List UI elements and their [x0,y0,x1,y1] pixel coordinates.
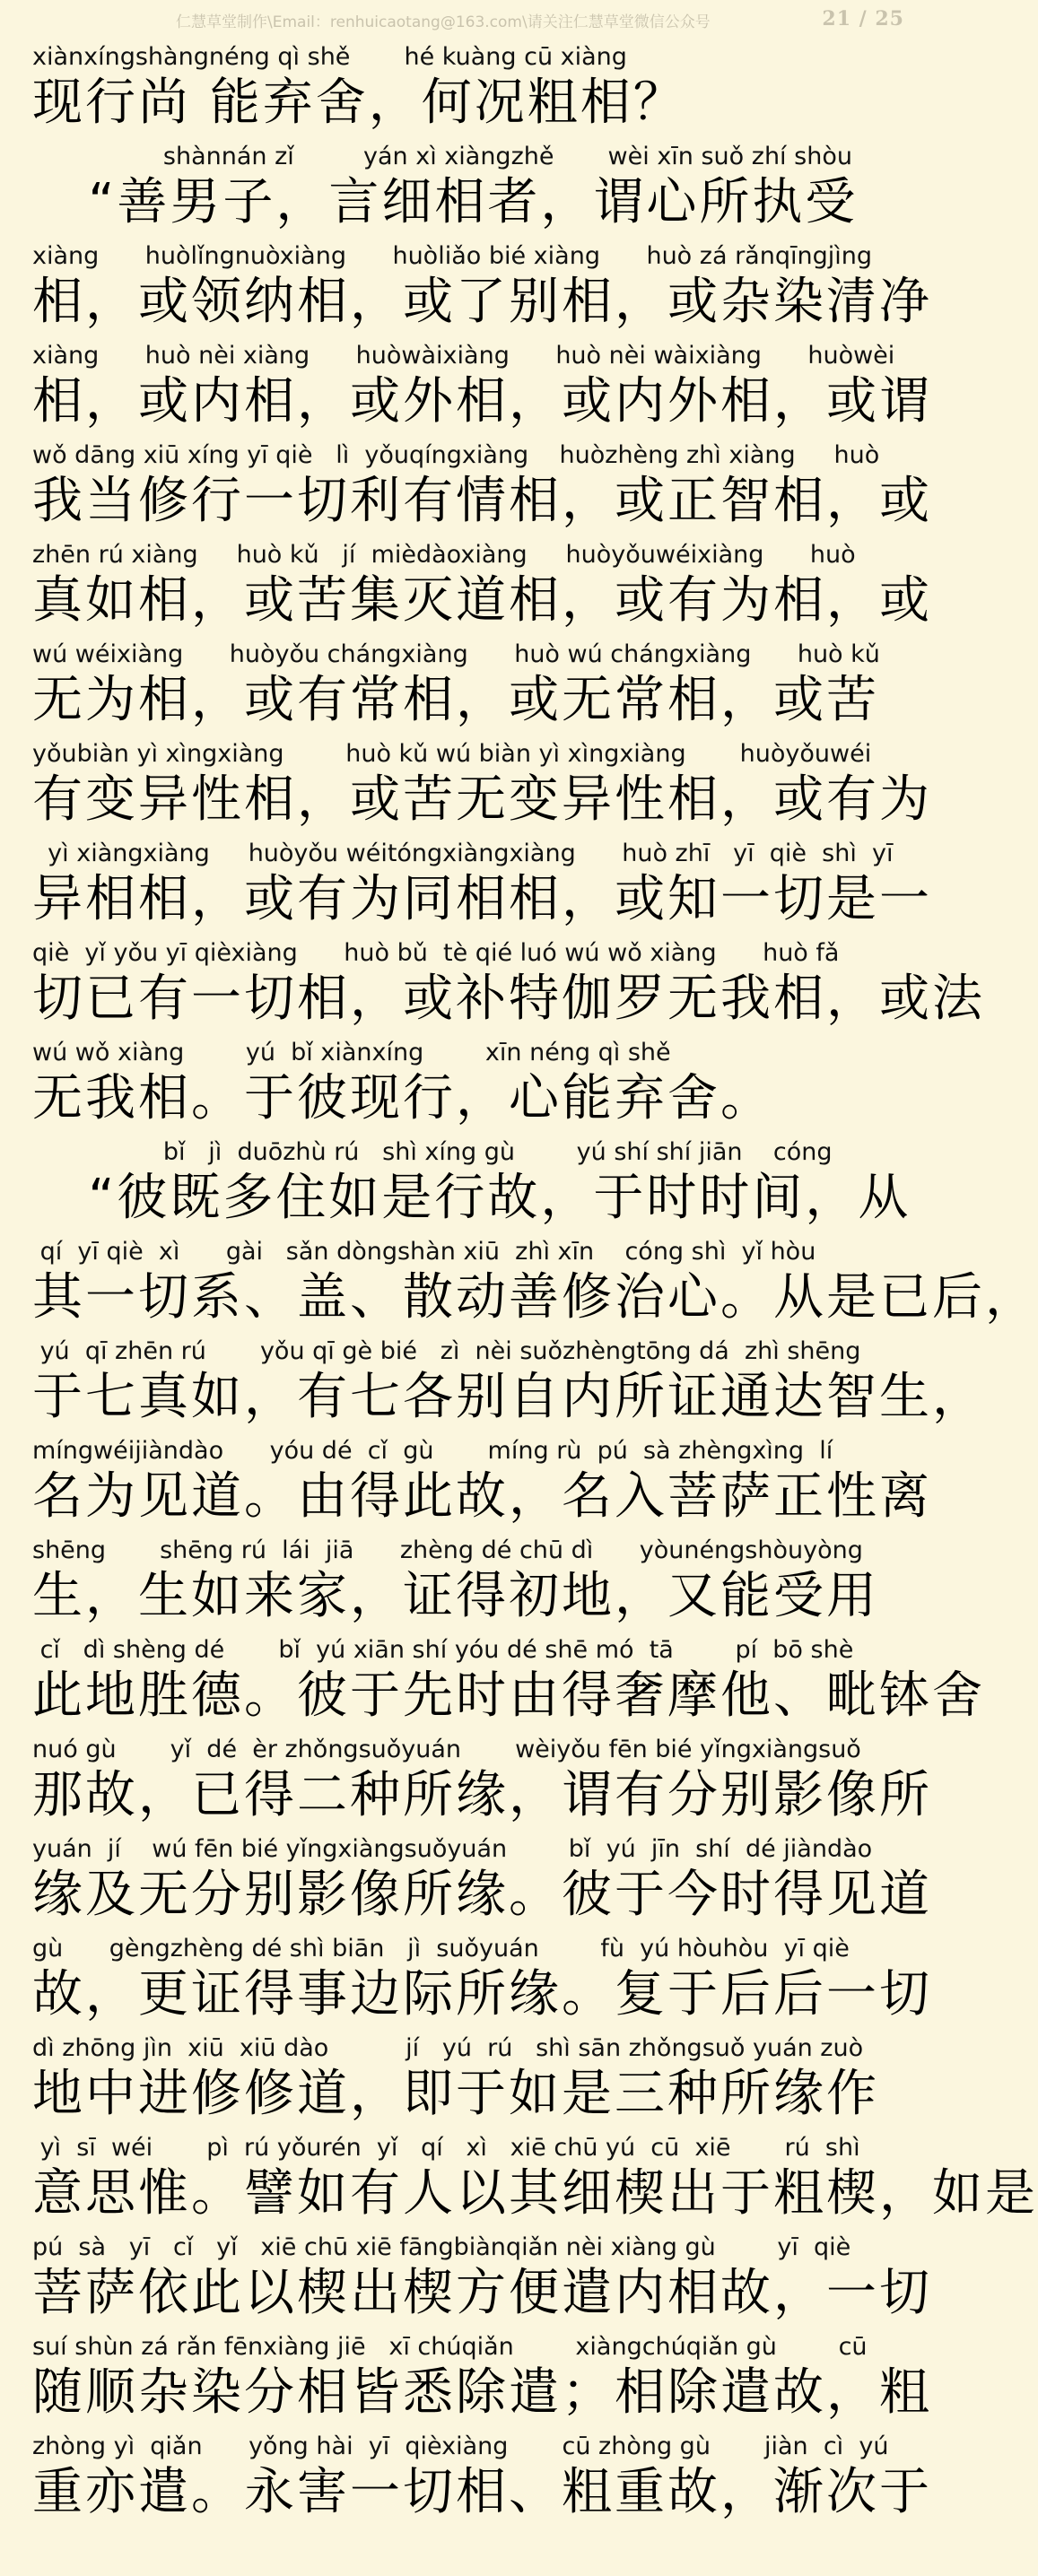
pinyin-annotation: dì zhōng jìn xiū xiū dào jí yú rú shì sān zhǒngsuǒ yuán zuò [32,2034,864,2062]
chinese-text: 我当修行一切利有情相，或正智相，或 [32,472,932,530]
pinyin-annotation: zhòng yì qiǎn yǒng hài yī qièxiàng cū zhòng gù jiàn cì yú [32,2432,889,2460]
chinese-text: 菩萨依此以楔出楔方便遣内相故，一切 [32,2264,932,2322]
text-line [32,738,937,838]
text-line [32,2431,937,2530]
chinese-text: 无为相，或有常相，或无常相，或苦 [32,671,879,729]
text-line [32,1833,937,1933]
text-line [32,1236,1038,1336]
pinyin-annotation: nuó gù yǐ dé èr zhǒngsuǒyuán wèiyǒu fēn bié yǐngxiàngsuǒ [32,1736,861,1763]
text-line [32,240,937,340]
chinese-text: 重亦遣。永害一切相、粗重故，渐次于 [32,2463,932,2521]
text-line [32,439,937,539]
chinese-text: 切已有一切相，或补特伽罗无我相，或法 [32,970,985,1028]
header-watermark-text: 仁慧草堂制作\Email：renhuicaotang@163.com\请关注仁慧草堂微信公众号 [176,13,711,31]
chinese-text: 相，或内相，或外相，或内外相，或谓 [32,372,932,431]
pinyin-annotation: yú qī zhēn rú yǒu qī gè bié zì nèi suǒzhèngtōng dá zhì shēng [32,1337,861,1365]
chinese-text: 随顺杂染分相皆悉除遣；相除遣故，粗 [32,2363,932,2422]
chinese-text: 此地胜德。彼于先时由得奢摩他、毗钵舍 [32,1667,985,1725]
pinyin-annotation: gù gèngzhèng dé shì biān jì suǒyuán fù yú hòuhòu yī qiè [32,1935,850,1962]
text-line [32,2331,937,2431]
chinese-text: 意思惟。譬如有人以其细楔出于粗楔，如是 [32,2164,1038,2223]
chinese-text: 缘及无分别影像所缘。彼于今时得见道 [32,1866,932,1924]
pinyin-annotation: cǐ dì shèng dé bǐ yú xiān shí yóu dé shē mó tā pí bō shè [32,1636,854,1664]
page-header [32,0,937,47]
chinese-text: 相，或领纳相，或了别相，或杂染清净 [32,273,932,331]
text-line [32,1336,985,1435]
pinyin-annotation: zhēn rú xiàng huò kǔ jí mièdàoxiàng huòyǒuwéixiàng huò [32,541,856,569]
text-line [32,1136,937,1236]
text-line [32,1435,937,1535]
pinyin-annotation: suí shùn zá rǎn fēnxiàng jiē xī chúqiǎn xiàngchúqiǎn gù cū [32,2333,868,2361]
text-line [32,1535,937,1634]
text-body [32,41,1038,2530]
text-line [32,539,937,639]
chinese-text: 异相相，或有为同相相，或知一切是一 [32,870,932,928]
text-line [32,937,985,1037]
pinyin-annotation: qiè yǐ yǒu yī qièxiàng huò bǔ tè qié luó wú wǒ xiàng huò fǎ [32,939,840,967]
text-line [32,1634,985,1734]
chinese-text: 于七真如，有七各别自内所证通达智生， [32,1368,985,1426]
pinyin-annotation: yuán jí wú fēn bié yǐngxiàngsuǒyuán bǐ yú jīn shí dé jiàndào [32,1835,873,1863]
chinese-text: “善男子，言细相者，谓心所执受 [32,173,859,231]
pinyin-annotation: xiànxíngshàngnéng qì shě hé kuàng cū xiàng [32,43,627,71]
chinese-text: 名为见道。由得此故，名入菩萨正性离 [32,1467,932,1526]
text-line [32,639,937,738]
page-number: 21 / 25 [822,7,904,30]
pinyin-annotation: wú wéixiàng huòyǒu chángxiàng huò wú chángxiàng huò kǔ [32,640,880,668]
text-line [32,838,937,937]
pinyin-annotation: xiàng huòlǐngnuòxiàng huòliǎo bié xiàng huò zá rǎnqīngjìng [32,242,872,270]
chinese-text: 真如相，或苦集灭道相，或有为相，或 [32,571,932,630]
chinese-text: 地中进修修道，即于如是三种所缘作 [32,2065,879,2123]
chinese-text: 其一切系、盖、散动善修治心。从是已后， [32,1268,1038,1327]
text-line [32,1037,937,1136]
pinyin-annotation: míngwéijiàndào yóu dé cǐ gù míng rù pú sà zhèngxìng lí [32,1437,833,1465]
chinese-text: 那故，已得二种所缘，谓有分别影像所 [32,1766,932,1824]
text-line [32,1734,937,1833]
text-line [32,2232,937,2331]
pinyin-annotation: wú wǒ xiàng yú bǐ xiànxíng xīn néng qì shě [32,1039,671,1066]
text-line [32,41,937,141]
text-line [32,1933,937,2032]
pinyin-annotation: wǒ dāng xiū xíng yī qiè lì yǒuqíngxiàng huòzhèng zhì xiàng huò [32,441,880,469]
text-line [32,2032,937,2132]
pinyin-annotation: yì xiàngxiàng huòyǒu wéitóngxiàngxiàng huò zhī yī qiè shì yī [32,840,894,867]
pinyin-annotation: yǒubiàn yì xìngxiàng huò kǔ wú biàn yì xìngxiàng huòyǒuwéi [32,740,872,768]
chinese-text: 生，生如来家，证得初地，又能受用 [32,1567,879,1625]
chinese-text: 故，更证得事边际所缘。复于后后一切 [32,1965,932,2023]
pinyin-annotation: yì sī wéi pì rú yǒurén yǐ qí xì xiē chū yú cū xiē rú shì [32,2134,860,2162]
pinyin-annotation: pú sà yī cǐ yǐ xiē chū xiē fāngbiànqiǎn nèi xiàng gù yī qiè [32,2233,851,2261]
pinyin-annotation: shēng shēng rú lái jiā zhèng dé chū dì yòunéngshòuyòng [32,1536,863,1564]
chinese-text: “彼既多住如是行故，于时时间，从 [32,1169,912,1227]
chinese-text: 有变异性相，或苦无变异性相，或有为 [32,770,932,829]
chinese-text: 现行尚 能弃舍，何况粗相？ [32,74,686,132]
pinyin-annotation: xiàng huò nèi xiàng huòwàixiàng huò nèi wàixiàng huòwèi [32,342,895,370]
text-line [32,141,937,240]
pinyin-annotation: bǐ jì duōzhù rú shì xíng gù yú shí shí jiān cóng [32,1138,833,1166]
text-line [32,340,937,439]
pinyin-annotation: shànnán zǐ yán xì xiàngzhě wèi xīn suǒ zhí shòu [32,143,852,170]
text-line [32,2132,1038,2232]
pinyin-annotation: qí yī qiè xì gài sǎn dòngshàn xiū zhì xīn cóng shì yǐ hòu [32,1238,816,1266]
chinese-text: 无我相。于彼现行，心能弃舍。 [32,1069,773,1127]
